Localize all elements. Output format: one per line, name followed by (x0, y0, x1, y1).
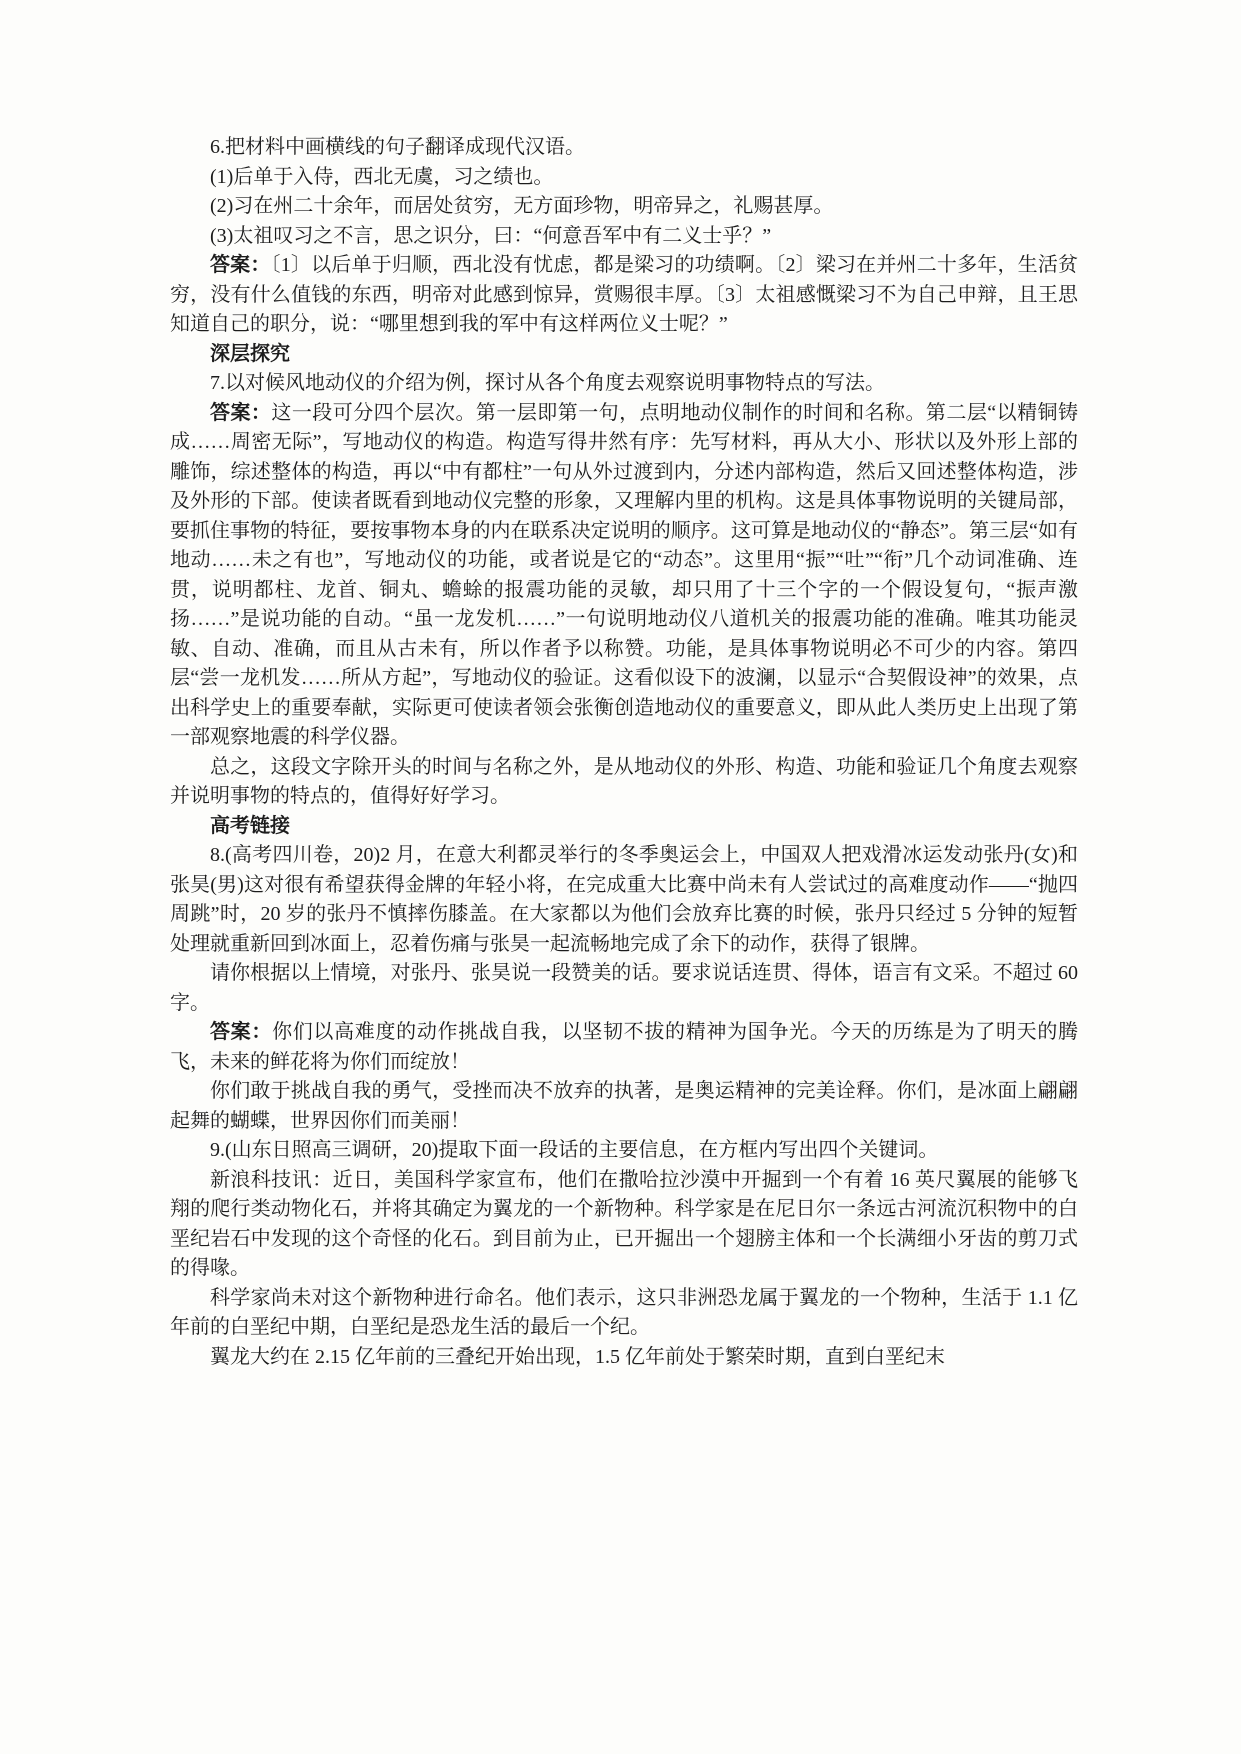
q8-requirement: 请你根据以上情境，对张丹、张昊说一段赞美的话。要求说话连贯、得体，语言有文采。不超过 60 字。 (170, 962, 1078, 1014)
section-heading-gaokao-link: 高考链接 (210, 814, 290, 837)
q6-stem: 6.把材料中画横线的句子翻译成现代汉语。 (210, 136, 585, 158)
q9-passage-2: 科学家尚未对这个新物种进行命名。他们表示，这只非洲恐龙属于翼龙的一个物种，生活于 1.1 亿年前的白垩纪中期，白垩纪是恐龙生活的最后一个纪。 (170, 1286, 1078, 1338)
q7-answer: 答案：这一段可分四个层次。第一层即第一句，点明地动仪制作的时间和名称。第二层“以精铜铸成……周密无际”，写地动仪的构造。构造写得井然有序：先写材料，再从大小、形状以及外形上部的雕饰，综述整体的构造，再以“中有都柱”一句从外过渡到内，分述内部构造，然后又回述整体构造，涉及外形的下部。使读者既看到地动仪完整的形象，又理解内里的机构。这是具体事物说明的关键局部，要抓住事物的特征，要按事物本身的内在联系决定说明的顺序。这可算是地动仪的“静态”。第三层“如有地动……未之有也”，写地动仪的功能，或者说是它的“动态”。这里用“振”“吐”“衔”几个动词准确、连贯，说明都柱、龙首、铜丸、蟾蜍的报震功能的灵敏，却只用了十三个字的一个假设复句，“振声激扬……”是说功能的自动。“虽一龙发机……”一句说明地动仪八道机关的报震功能的准确。唯其功能灵敏、自动、准确，而且从古未有，所以作者予以称赞。功能，是具体事物说明必不可少的内容。第四层“尝一龙机发……所从方起”，写地动仪的验证。这看似设下的波澜，以显示“合契假设神”的效果，点出科学史上的重要奉献，实际更可使读者领会张衡创造地动仪的重要意义，即从此人类历史上出现了第一部观察地震的科学仪器。 (170, 401, 1078, 748)
answer-label: 答案： (210, 254, 271, 276)
q8-answer-1: 答案：你们以高难度的动作挑战自我，以坚韧不拔的精神为国争光。今天的历练是为了明天的腾飞，未来的鲜花将为你们而绽放！ (170, 1021, 1079, 1073)
document-body (170, 133, 1078, 1372)
section-heading-deep-inquiry: 深层探究 (210, 342, 290, 365)
answer-label: 答案： (210, 1021, 273, 1043)
q9-passage-1: 新浪科技讯：近日，美国科学家宣布，他们在撒哈拉沙漠中开掘到一个有着 16 英尺翼展的能够飞翔的爬行类动物化石，并将其确定为翼龙的一个新物种。科学家是在尼日尔一条远古河流沉积物中的白垩纪岩石中发现的这个奇怪的化石。到目前为止，已开掘出一个翅膀主体和一个长满细小牙齿的剪刀式的得喙。 (170, 1168, 1078, 1279)
q6-item-1: (1)后单于入侍，西北无虞，习之绩也。 (210, 165, 554, 188)
q9-stem: 9.(山东日照高三调研，20)提取下面一段话的主要信息，在方框内写出四个关键词。 (210, 1139, 939, 1161)
q7-summary: 总之，这段文字除开头的时间与名称之外，是从地动仪的外形、构造、功能和验证几个角度去观察并说明事物的特点的，值得好好学习。 (170, 755, 1078, 807)
q6-item-2: (2)习在州二十余年，而居处贫穷，无方面珍物，明帝异之，礼赐甚厚。 (210, 195, 834, 217)
answer-label: 答案： (210, 401, 272, 424)
q9-passage-3: 翼龙大约在 2.15 亿年前的三叠纪开始出现，1.5 亿年前处于繁荣时期，直到白垩纪末 (210, 1345, 945, 1368)
q7-stem: 7.以对候风地动仪的介绍为例，探讨从各个角度去观察说明事物特点的写法。 (210, 372, 885, 394)
q6-item-3: (3)太祖叹习之不言，思之识分，曰：“何意吾军中有二义士乎？” (210, 224, 772, 247)
q6-answer: 答案：〔1〕以后单于归顺，西北没有忧虑，都是梁习的功绩啊。〔2〕梁习在并州二十多年，生活贫穷，没有什么值钱的东西，明帝对此感到惊异，赏赐很丰厚。〔3〕太祖感慨梁习不为自己申辩，且王思知道自己的职分，说：“哪里想到我的军中有这样两位义士呢？” (170, 254, 1079, 335)
q8-stem: 8.(高考四川卷，20)2 月，在意大利都灵举行的冬季奥运会上，中国双人把戏滑冰运发动张丹(女)和张昊(男)这对很有希望获得金牌的年轻小将，在完成重大比赛中尚未有人尝试过的高难度动作——“抛四周跳”时，20 岁的张丹不慎摔伤膝盖。在大家都以为他们会放弃比赛的时候，张丹只经过 5 分钟的短暂处理就重新回到冰面上，忍着伤痛与张昊一起流畅地完成了余下的动作，获得了银牌。 (170, 844, 1078, 955)
q8-answer-2: 你们敢于挑战自我的勇气，受挫而决不放弃的执著，是奥运精神的完美诠释。你们，是冰面上翩翩起舞的蝴蝶，世界因你们而美丽！ (170, 1080, 1078, 1132)
